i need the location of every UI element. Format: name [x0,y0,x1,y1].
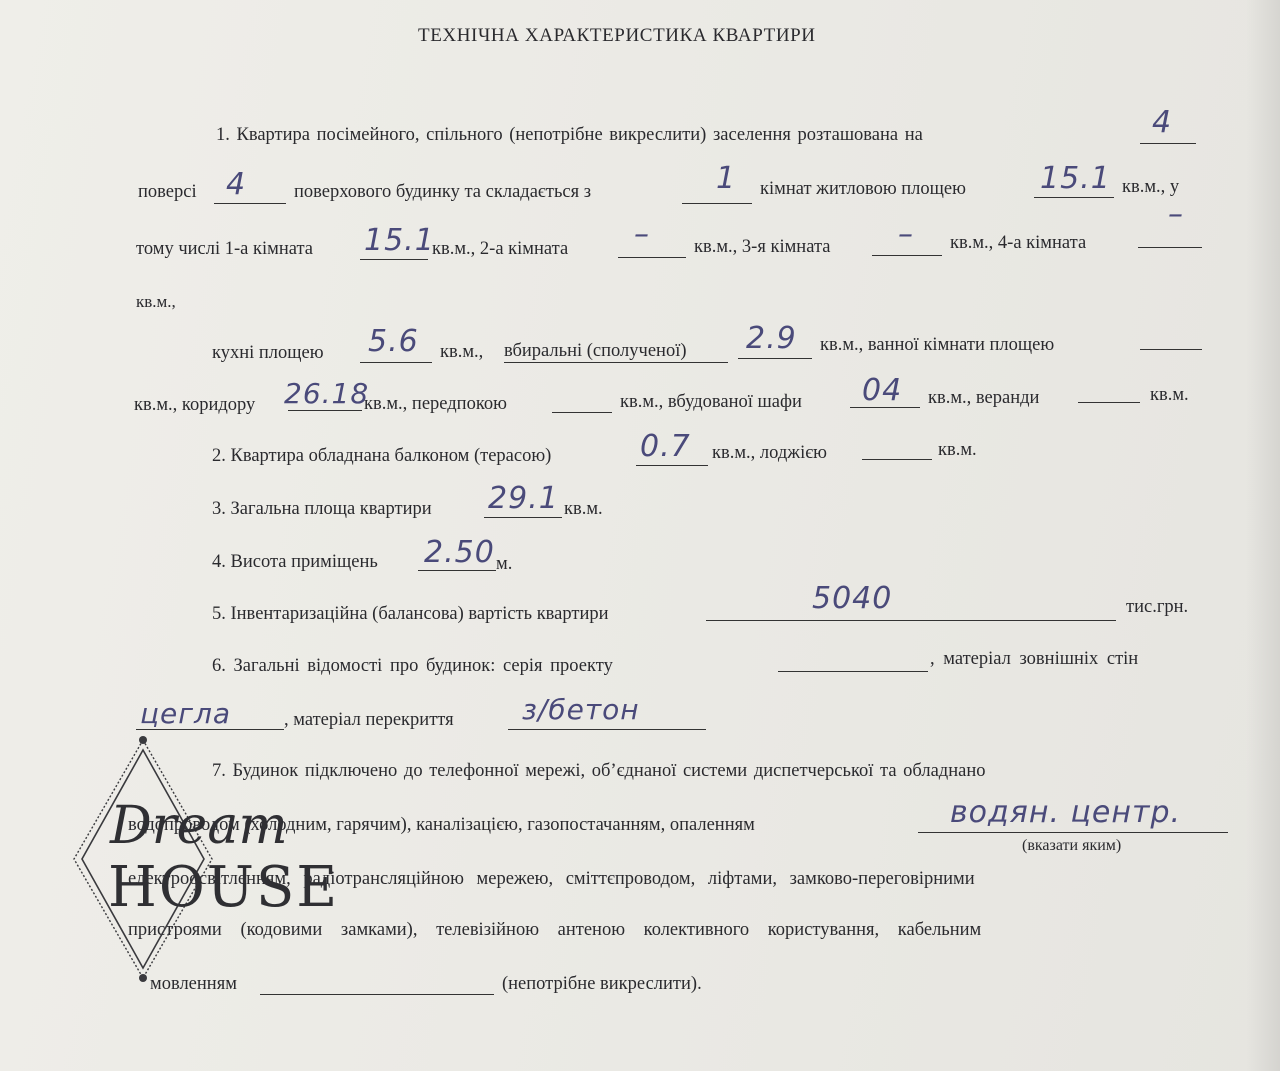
room1-line [360,259,428,260]
room4-line [1138,247,1202,248]
total-area-value: 29.1 [488,481,559,516]
logo-house-text: HOUSE [108,855,340,920]
toilet-label-underline [504,362,728,363]
kitchen-line [360,362,432,363]
p3-unit: кв.м. [564,499,603,519]
logo-dream-text: Dream [110,796,288,856]
loggia-line [862,459,932,460]
slab-line [508,729,706,730]
heating-line [918,832,1228,833]
floor-line [1140,143,1196,144]
height-value: 2.50 [424,535,495,570]
floor-value: 4 [1152,105,1173,140]
p6-slab-label: , матеріал перекриття [284,710,454,730]
p1-line6d: кв.м., веранди [928,388,1040,408]
corridor-value: 26.18 [284,377,370,410]
project-series-line [778,671,928,672]
document-title: ТЕХНІЧНА ХАРАКТЕРИСТИКА КВАРТИРИ [418,25,816,46]
p7-line3: електроосвітленням, радіотрансляційною мережею, сміттєпроводом, ліфтами, замково-переговірними [128,869,975,889]
p2-loggia-label: кв.м., лоджією [712,443,827,463]
kitchen-value: 5.6 [368,324,419,359]
p5-unit: тис.грн. [1126,597,1189,617]
heating-hint: (вказати яким) [1022,837,1122,854]
p1-line3b: кв.м., 2-а кімната [432,239,569,259]
p1-line2a: поверсі [138,182,197,202]
p1-line3d: кв.м., 4-а кімната [950,233,1087,253]
toilet-value: 2.9 [746,321,797,356]
p4-label: 4. Висота приміщень [212,552,378,572]
room1-value: 15.1 [364,223,435,258]
p4-unit: м. [496,554,513,574]
p1-line5c: вбиральні (сполученої) [504,341,687,361]
p1-line4: кв.м., [136,292,176,311]
p3-label: 3. Загальна площа квартири [212,499,432,519]
p6-walls-label: , матеріал зовнішніх стін [930,649,1139,669]
balcony-line [636,465,708,466]
p5-label: 5. Інвентаризаційна (балансова) вартість квартири [212,604,609,624]
storeys-value: 4 [226,167,247,202]
p2-label: 2. Квартира обладнана балконом (терасою) [212,446,552,466]
veranda-line [1078,402,1140,403]
hall-line [552,412,612,413]
p1-line3a: тому числі 1-а кімната [136,239,313,259]
p1-line1: 1. Квартира посімейного, спільного (непотрібне викреслити) заселення розташована на [216,125,923,145]
storeys-line [214,203,286,204]
room4-value: – [1168,197,1184,232]
p7-line5b: (непотрібне викреслити). [502,974,702,994]
p1-line6e: кв.м. [1150,385,1189,405]
p7-line5a: мовленням [150,974,237,994]
p1-line2b: поверхового будинку та складається з [294,182,592,202]
p1-line6c: кв.м., вбудованої шафи [620,392,802,412]
p7-line4: пристроями (кодовими замками), телевізійною антеною колективного користування, кабельним [128,920,982,940]
room2-line [618,257,686,258]
dream-house-logo [60,720,340,1020]
p1-line6b: кв.м., передпокою [364,394,507,414]
p7-line2: водопроводом (холодним, гарячим), каналізацією, газопостачанням, опаленням [128,815,755,835]
living-area-value: 15.1 [1040,161,1111,196]
room2-value: – [634,217,650,252]
p7-line1: 7. Будинок підключено до телефонної мережі, об’єднаної системи диспетчерської та обладнано [212,761,986,781]
p1-line2d: кв.м., у [1122,177,1180,197]
height-line [418,570,496,571]
p1-line6a: кв.м., коридору [134,395,256,415]
corridor-line [288,410,362,411]
rooms-value: 1 [716,161,737,196]
toilet-line [738,358,812,359]
p1-line5d: кв.м., ванної кімнати площею [820,335,1055,355]
slab-value: з/бетон [522,693,640,726]
heating-value: водян. центр. [950,795,1182,830]
p1-line5a: кухні площею [212,343,324,363]
p2-unit: кв.м. [938,440,977,460]
wardrobe-value: 04 [862,373,903,408]
rooms-line [682,203,752,204]
cost-line [706,620,1116,621]
p1-line5b: кв.м., [440,342,484,362]
room3-value: – [898,217,914,252]
p1-line3c: кв.м., 3-я кімната [694,237,831,257]
balcony-value: 0.7 [640,429,691,464]
p1-line2c: кімнат житловою площею [760,179,966,199]
bath-line [1140,349,1202,350]
living-area-line [1034,197,1114,198]
room3-line [872,255,942,256]
walls-value: цегла [140,697,232,730]
page-shadow-edge [1246,0,1280,1071]
total-area-line [484,517,562,518]
p6-label: 6. Загальні відомості про будинок: серія проекту [212,656,613,676]
cost-value: 5040 [812,581,893,616]
